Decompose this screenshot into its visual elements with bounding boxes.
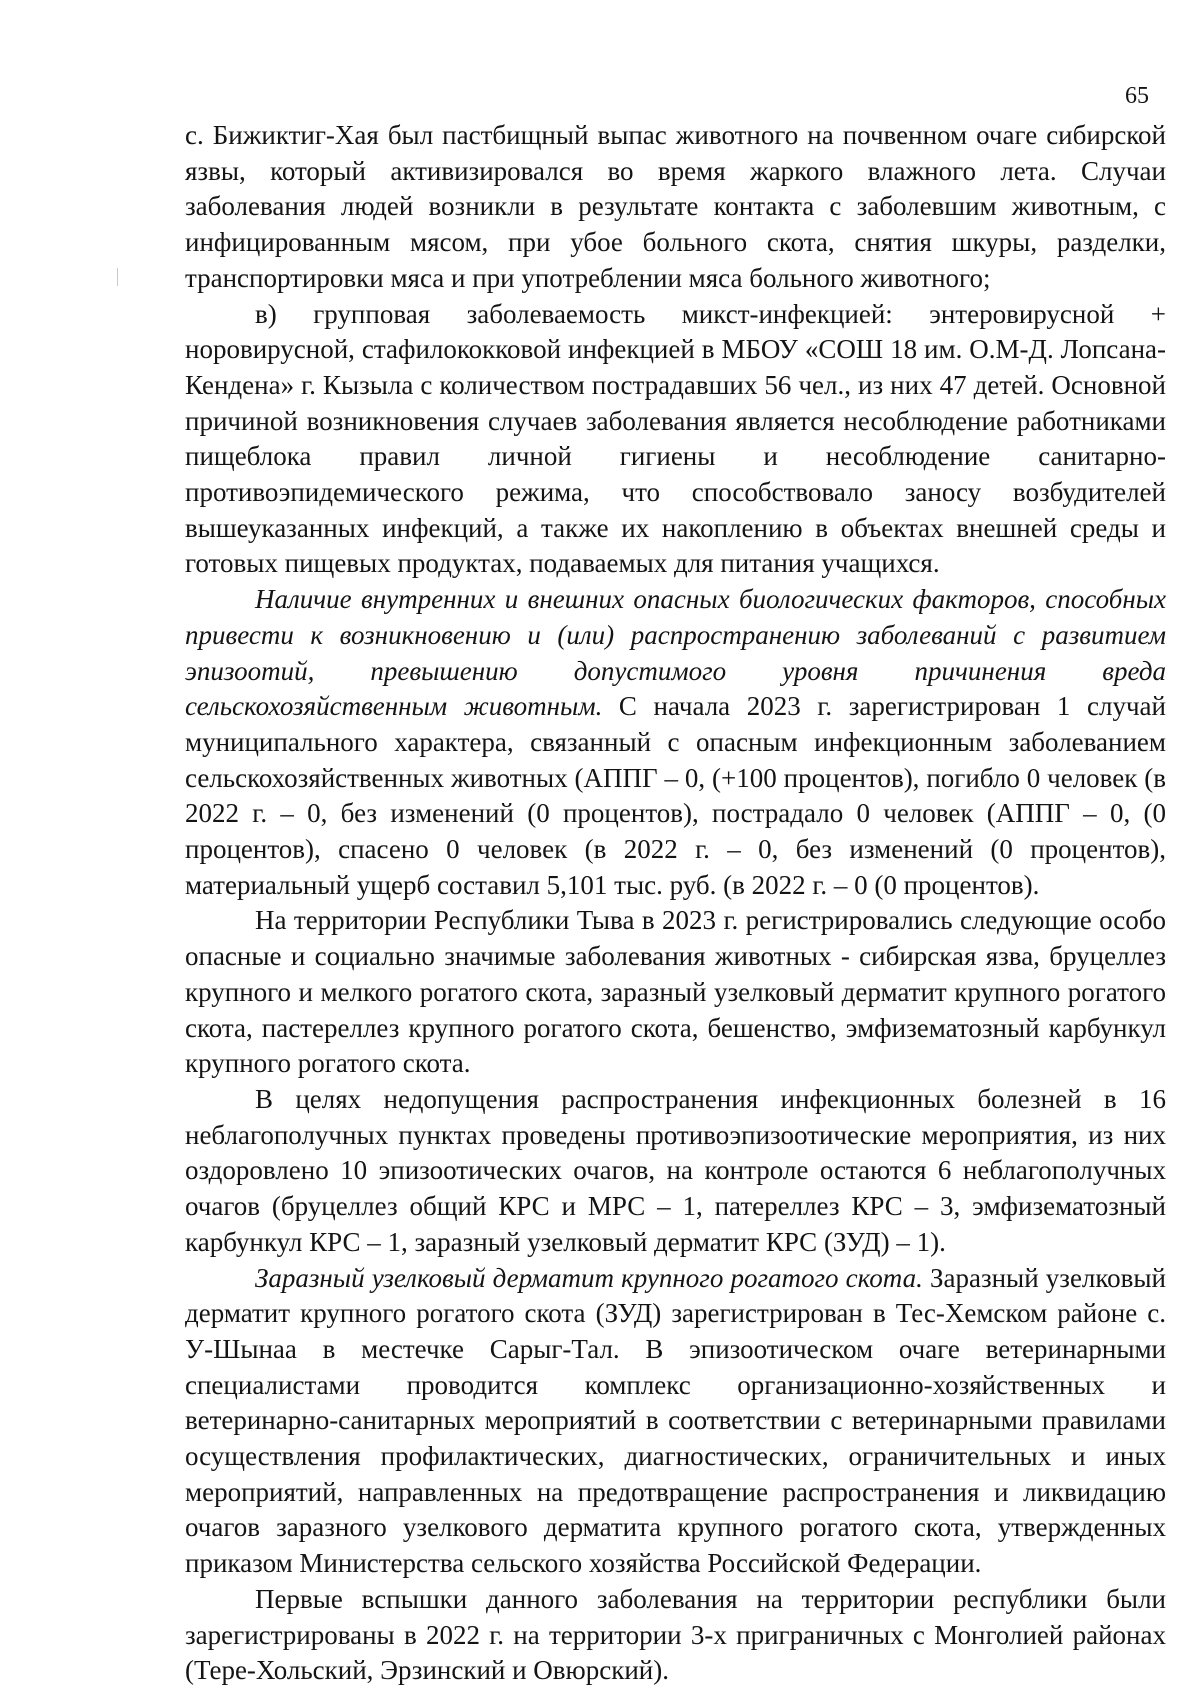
paragraph-first-outbreaks: Первые вспышки данного заболевания на территории республики были зарегистрированы в 2022 г. на территории 3-х приграничных с Монголией районах (Тере-Хольский, Эрзинский и Овюрский). — [185, 1583, 1166, 1686]
paragraph-anthrax-continuation: с. Бижиктиг-Хая был пастбищный выпас животного на почвенном очаге сибирской язвы, который активизировался во время жаркого влажного лета. Случаи заболевания людей возникли в результате контакта с заболевшим животным, с инфицированным мясом, при убое больного скота, снятия шкуры, разделки, транспортировки мяса и при употреблении мяса больного животного; — [185, 120, 1166, 293]
paragraph-lumpy-skin-disease-text: Заразный узелковый дерматит крупного рогатого скота (ЗУД) зарегистрирован в Тес-Хемском районе с. У-Шынаа в местечке Сарыг-Тал. В эпизоотическом очаге ветеринарными специалистами проводится комплекс организационно-хозяйственных и ветеринарно-санитарных мероприятий в соответствии с ветеринарными правилами осуществления профилактических, диагностических, ограничительных и иных мероприятий, направленных на предотвращение распространения и ликвидацию очагов заразного узелкового дерматита крупного рогатого скота, утвержденных приказом Министерства сельского хозяйства Российской Федерации. — [185, 1262, 1166, 1579]
paragraph-biological-factors — [185, 582, 1166, 903]
paragraph-biological-factors-heading: Наличие внутренних и внешних опасных биологических факторов, способных привести к возникновению и (или) распространению заболеваний с развитием эпизоотий, превышению допустимого уровня причинения вреда сельскохозяйственным животным. — [185, 584, 1166, 722]
paragraph-lumpy-skin-disease — [185, 1261, 1166, 1582]
paragraph-mixed-infection: в) групповая заболеваемость микст-инфекцией: энтеровирусной + норовирусной, стафилококковой инфекцией в МБОУ «СОШ 18 им. О.М-Д. Лопсана-Кендена» г. Кызыла с количеством пострадавших 56 чел., из них 47 детей. Основной причиной возникновения случаев заболевания является несоблюдение работниками пищеблока правил личной гигиены и несоблюдение санитарно-противоэпидемического режима, что способствовало заносу возбудителей вышеуказанных инфекций, а также их накоплению в объектах внешней среды и готовых пищевых продуктах, подаваемых для питания учащихся. — [185, 298, 1166, 579]
paragraph-biological-factors-text: С начала 2023 г. зарегистрирован 1 случай муниципального характера, связанный с опасным инфекционным заболеванием сельскохозяйственных животных (АППГ – 0, (+100 процентов), погибло 0 человек (в 2022 г. – 0, без изменений (0 процентов), пострадало 0 человек (АППГ – 0, (0 процентов), спасено 0 человек (в 2022 г. – 0, без изменений (0 процентов), материальный ущерб составил 5,101 тыс. руб. (в 2022 г. – 0 (0 процентов). — [185, 691, 1166, 900]
paragraph-antiepizootic-measures: В целях недопущения распространения инфекционных болезней в 16 неблагополучных пунктах проведены противоэпизоотические мероприятия, из них оздоровлено 10 эпизоотических очагов, на контроле остаются 6 неблагополучных очагов (бруцеллез общий КРС и МРС – 1, патереллез КРС – 3, эмфизематозный карбункул КРС – 1, заразный узелковый дерматит КРС (ЗУД) – 1). — [185, 1083, 1166, 1257]
paragraph-lumpy-skin-disease-heading: Заразный узелковый дерматит крупного рогатого скота. — [255, 1262, 923, 1293]
document-body — [185, 118, 1166, 1689]
scan-artifact-mark — [117, 268, 118, 286]
page-number: 65 — [1125, 83, 1149, 109]
paragraph-registered-diseases: На территории Республики Тыва в 2023 г. регистрировались следующие особо опасные и социально значимые заболевания животных - сибирская язва, бруцеллез крупного и мелкого рогатого скота, заразный узелковый дерматит крупного рогатого скота, пастереллез крупного рогатого скота, бешенство, эмфизематозный карбункул крупного рогатого скота. — [185, 905, 1166, 1079]
